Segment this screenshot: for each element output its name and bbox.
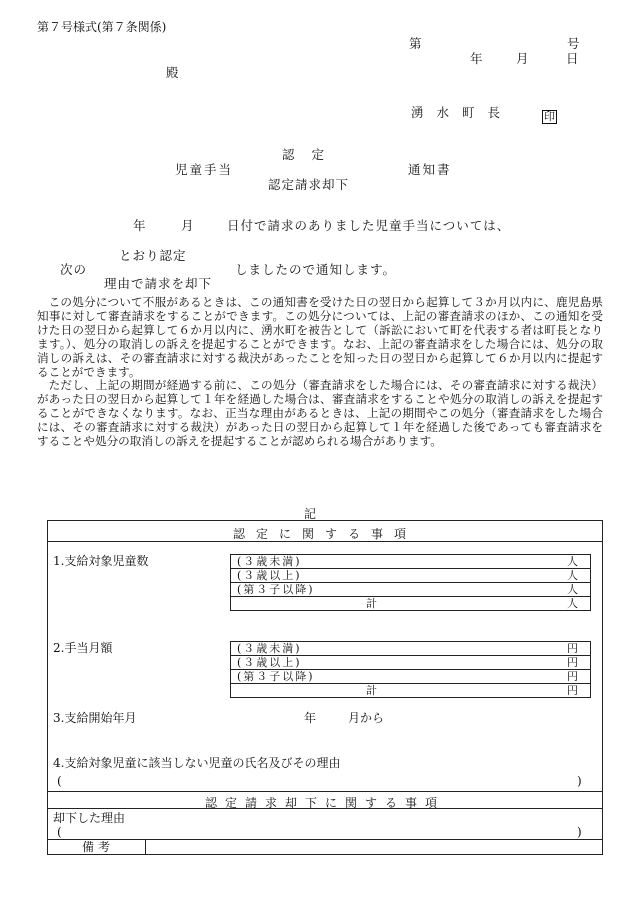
issuer-mayor: 湧水町長: [411, 105, 514, 120]
row-unit: 円: [512, 684, 591, 698]
row-label: (３歳未満): [231, 642, 513, 656]
document-number-suffix: 号: [567, 36, 580, 51]
ki-heading: 記: [304, 507, 317, 521]
table-row: [231, 569, 591, 583]
intro-option-reject: 理由で請求を却下: [104, 276, 213, 291]
item2-label: 2.手当月額: [53, 641, 113, 655]
intro-tail: しましたので通知します。: [235, 262, 397, 277]
document-number-prefix: 第: [409, 36, 422, 51]
row-unit: 円: [512, 656, 591, 670]
divider: [48, 839, 602, 840]
divider: [48, 791, 602, 792]
row-unit: 人: [512, 555, 591, 569]
table-row: [231, 583, 591, 597]
children-count-table: [230, 554, 591, 611]
remarks-divider: [145, 839, 146, 855]
rejection-reason-label: 却下した理由: [53, 811, 126, 825]
appeal-paragraph: この処分について不服があるときは、この通知書を受けた日の翌日から起算して３か月以内に、鹿児島県知事に対して審査請求をすることができます。この処分については、上記の審査請求のほか、この通知を受けた日の翌日から起算して６か月以内に、湧水町を被告として（訴訟において町を代表する者は町長となります。）、処分の取消しの訴えを提起することができます。なお、上記の審査請求をした場合には、処分の取消しの訴えは、その審査請求に対する裁決があったことを知った日の翌日から起算して６か月以内に提起することができます。: [37, 295, 603, 379]
row-label: (３歳以上): [231, 569, 513, 583]
table-row: [231, 670, 591, 684]
paren-open: (: [57, 774, 62, 788]
monthly-amount-table: [230, 641, 591, 698]
title-left: 児童手当: [175, 162, 234, 177]
table-row: [231, 656, 591, 670]
row-label: (第３子以降): [231, 670, 513, 684]
item1-label: 1.支給対象児童数: [53, 554, 149, 568]
addressee-honorific: 殿: [166, 65, 179, 80]
row-unit: 人: [512, 569, 591, 583]
details-frame: [47, 520, 603, 855]
intro-option-approve: とおり認定: [119, 248, 187, 263]
row-unit: 円: [512, 642, 591, 656]
row-label: (３歳未満): [231, 555, 513, 569]
row-label: (３歳以上): [231, 656, 513, 670]
intro-month: 月: [181, 218, 194, 233]
row-unit: 人: [512, 583, 591, 597]
appeal-notice: [37, 296, 603, 449]
divider: [48, 808, 602, 809]
seal-label: 印: [544, 110, 555, 123]
intro-next: 次の: [60, 262, 88, 277]
row-unit: 円: [512, 670, 591, 684]
remarks-label: 備考: [82, 840, 115, 854]
seal-mark: [542, 105, 557, 124]
paren-close: ): [577, 774, 582, 788]
title-option-approve: 認定: [282, 147, 342, 162]
table-row: [231, 642, 591, 656]
approval-section-heading: 認定に関する事項: [232, 527, 417, 541]
row-label: 計: [231, 597, 513, 611]
form-number: 第７号様式(第７条関係): [37, 20, 167, 34]
divider: [48, 541, 602, 542]
rejection-section-heading: 認定請求却下に関する事項: [204, 796, 445, 810]
title-option-reject: 認定請求却下: [268, 177, 350, 192]
table-row: [231, 555, 591, 569]
intro-year: 年: [133, 218, 146, 233]
date-year: 年: [470, 51, 483, 66]
date-month: 月: [516, 51, 529, 66]
appeal-paragraph: ただし、上記の期間が経過する前に、この処分（審査請求をした場合には、その審査請求に対する裁決）があった日の翌日から起算して１年を経過した場合は、審査請求をすることや処分の取消しの訴えを提起することができなくなります。なお、正当な理由があるときは、上記の期間やこの処分（審査請求をした場合には、その審査請求に対する裁決）があった日の翌日から起算して１年を経過した後であっても審査請求をすることや処分の取消しの訴えを提起することが認められる場合があります。: [37, 378, 603, 449]
item3-month: 月から: [348, 711, 385, 725]
intro-text: 日付で請求のありました児童手当については、: [227, 218, 511, 233]
row-label: 計: [231, 684, 513, 698]
title-right: 通知書: [408, 162, 452, 177]
item3-label: 3.支給開始年月: [53, 711, 137, 725]
row-label: (第３子以降): [231, 583, 513, 597]
item4-label: 4.支給対象児童に該当しない児童の氏名及びその理由: [53, 756, 341, 770]
table-row: [231, 684, 591, 698]
paren-open: (: [57, 825, 62, 839]
row-unit: 人: [512, 597, 591, 611]
date-day: 日: [566, 51, 579, 66]
paren-close: ): [577, 825, 582, 839]
item3-year: 年: [304, 711, 317, 725]
table-row: [231, 597, 591, 611]
